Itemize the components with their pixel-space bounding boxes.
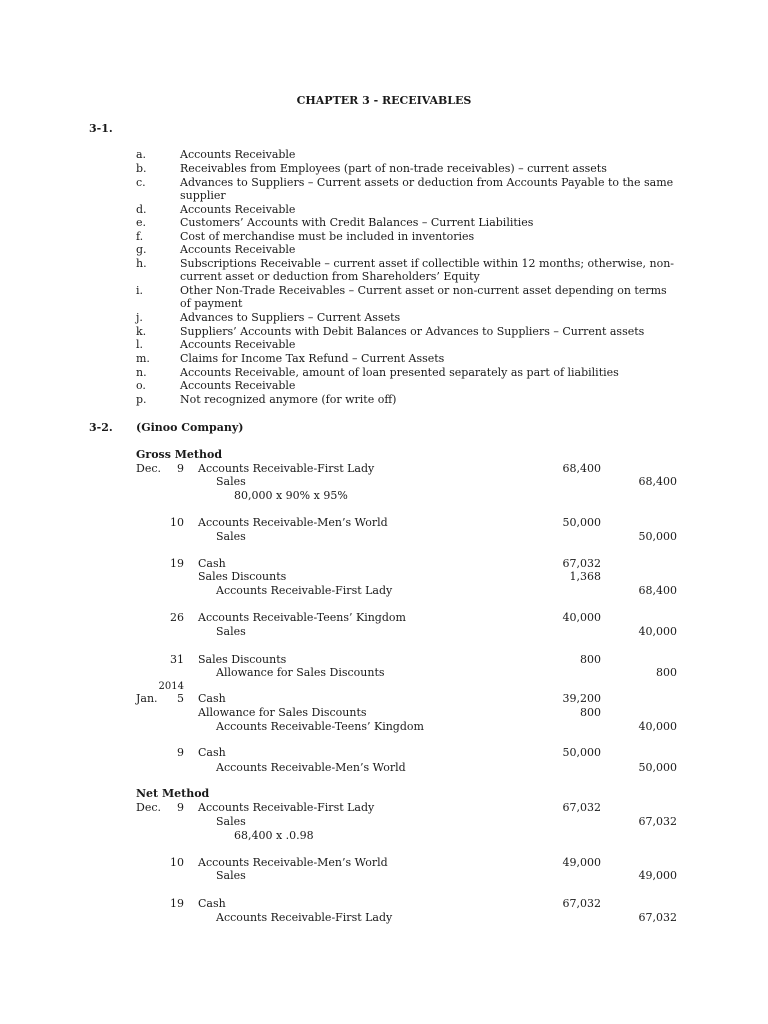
entry-day: 5 (177, 692, 184, 705)
account-name: Allowance for Sales Discounts (216, 666, 385, 679)
entry-year: 2014 (158, 681, 184, 692)
company-name: (Ginoo Company) (136, 421, 244, 434)
debit-amount: 39,200 (562, 692, 601, 705)
credit-amount: 67,032 (638, 911, 677, 924)
entry-day: 26 (170, 611, 184, 624)
credit-amount: 68,400 (638, 475, 677, 488)
list-item-letter: i. (136, 284, 144, 297)
entry-month: Dec. (136, 801, 161, 814)
account-name: Sales (216, 869, 246, 882)
credit-amount: 68,400 (638, 584, 677, 597)
account-name: Sales (216, 815, 246, 828)
list-item-text: Accounts Receivable, amount of loan presented separately as part of liabilities (180, 366, 619, 379)
section-number-3-1: 3-1. (89, 122, 113, 135)
list-item-letter: o. (136, 379, 146, 392)
list-item-letter: c. (136, 176, 146, 189)
account-name: Cash (198, 897, 226, 910)
list-item-letter: b. (136, 162, 147, 175)
entry-month: Jan. (136, 692, 158, 705)
credit-amount: 50,000 (638, 530, 677, 543)
account-name: Accounts Receivable-Men’s World (198, 856, 388, 869)
list-item-letter: g. (136, 243, 147, 256)
page-title: CHAPTER 3 - RECEIVABLES (296, 94, 472, 107)
list-item-text: Subscriptions Receivable – current asset if collectible within 12 months; otherwise, non-current asset or deduction from Shareholders’ Equity (180, 257, 675, 283)
account-name: Accounts Receivable-First Lady (198, 462, 375, 475)
debit-amount: 1,368 (569, 570, 601, 583)
debit-amount: 49,000 (562, 856, 601, 869)
account-name: Sales Discounts (198, 570, 287, 583)
account-name: Cash (198, 746, 226, 759)
net-method-heading: Net Method (136, 787, 210, 800)
account-name: Sales (216, 625, 246, 638)
debit-amount: 68,400 (562, 462, 601, 475)
section-number-3-2: 3-2. (89, 421, 113, 434)
entry-day: 9 (177, 801, 184, 814)
debit-amount: 67,032 (562, 897, 601, 910)
list-item-text: Accounts Receivable (180, 379, 296, 392)
gross-method-heading: Gross Method (136, 448, 223, 461)
credit-amount: 800 (656, 666, 677, 679)
list-item-text: Accounts Receivable (180, 148, 296, 161)
account-name: Accounts Receivable-First Lady (216, 911, 393, 924)
list-item-text: Claims for Income Tax Refund – Current Assets (180, 352, 445, 365)
credit-amount: 40,000 (638, 625, 677, 638)
list-item-letter: d. (136, 203, 147, 216)
credit-amount: 40,000 (638, 720, 677, 733)
list-item-text: Other Non-Trade Receivables – Current asset or non-current asset depending on terms of payment (180, 284, 667, 310)
list-item-text: Customers’ Accounts with Credit Balances – Current Liabilities (180, 216, 534, 229)
account-name: Accounts Receivable-First Lady (198, 801, 375, 814)
entry-day: 9 (177, 462, 184, 475)
debit-amount: 67,032 (562, 557, 601, 570)
entry-day: 9 (177, 746, 184, 759)
account-name: Sales (216, 530, 246, 543)
entry-day: 19 (170, 557, 184, 570)
list-item-letter: n. (136, 366, 147, 379)
list-item-text: Suppliers’ Accounts with Debit Balances or Advances to Suppliers – Current assets (180, 325, 645, 338)
list-item-letter: f. (136, 230, 144, 243)
list-item-text: Advances to Suppliers – Current Assets (180, 311, 401, 324)
list-item-letter: k. (136, 325, 147, 338)
list-item-text: Accounts Receivable (180, 338, 296, 351)
entry-month: Dec. (136, 462, 161, 475)
list-item-text: Cost of merchandise must be included in inventories (180, 230, 475, 243)
computation-note: 68,400 x .0.98 (234, 829, 314, 842)
debit-amount: 800 (580, 706, 601, 719)
account-name: Accounts Receivable-Teens’ Kingdom (216, 720, 424, 733)
list-item-letter: h. (136, 257, 147, 270)
entry-day: 10 (170, 856, 184, 869)
list-item-text: Receivables from Employees (part of non-trade receivables) – current assets (180, 162, 607, 175)
account-name: Accounts Receivable-Men’s World (216, 761, 406, 774)
credit-amount: 50,000 (638, 761, 677, 774)
list-item-letter: j. (136, 311, 143, 324)
account-name: Sales Discounts (198, 653, 287, 666)
credit-amount: 67,032 (638, 815, 677, 828)
list-item-letter: l. (136, 338, 144, 351)
entry-day: 19 (170, 897, 184, 910)
debit-amount: 67,032 (562, 801, 601, 814)
computation-note: 80,000 x 90% x 95% (234, 489, 348, 502)
list-item-text: Accounts Receivable (180, 243, 296, 256)
list-item-text: Not recognized anymore (for write off) (180, 393, 397, 406)
account-name: Accounts Receivable-First Lady (216, 584, 393, 597)
list-item-letter: m. (136, 352, 150, 365)
debit-amount: 800 (580, 653, 601, 666)
account-name: Accounts Receivable-Teens’ Kingdom (198, 611, 406, 624)
list-item-text: Accounts Receivable (180, 203, 296, 216)
list-item-letter: p. (136, 393, 147, 406)
list-item-letter: e. (136, 216, 147, 229)
account-name: Sales (216, 475, 246, 488)
entry-day: 31 (170, 653, 184, 666)
account-name: Allowance for Sales Discounts (198, 706, 367, 719)
entry-day: 10 (170, 516, 184, 529)
account-name: Cash (198, 557, 226, 570)
account-name: Cash (198, 692, 226, 705)
credit-amount: 49,000 (638, 869, 677, 882)
list-item-text: Advances to Suppliers – Current assets or deduction from Accounts Payable to the same supplier (180, 176, 674, 202)
debit-amount: 50,000 (562, 516, 601, 529)
account-name: Accounts Receivable-Men’s World (198, 516, 388, 529)
debit-amount: 50,000 (562, 746, 601, 759)
debit-amount: 40,000 (562, 611, 601, 624)
list-item-letter: a. (136, 148, 147, 161)
